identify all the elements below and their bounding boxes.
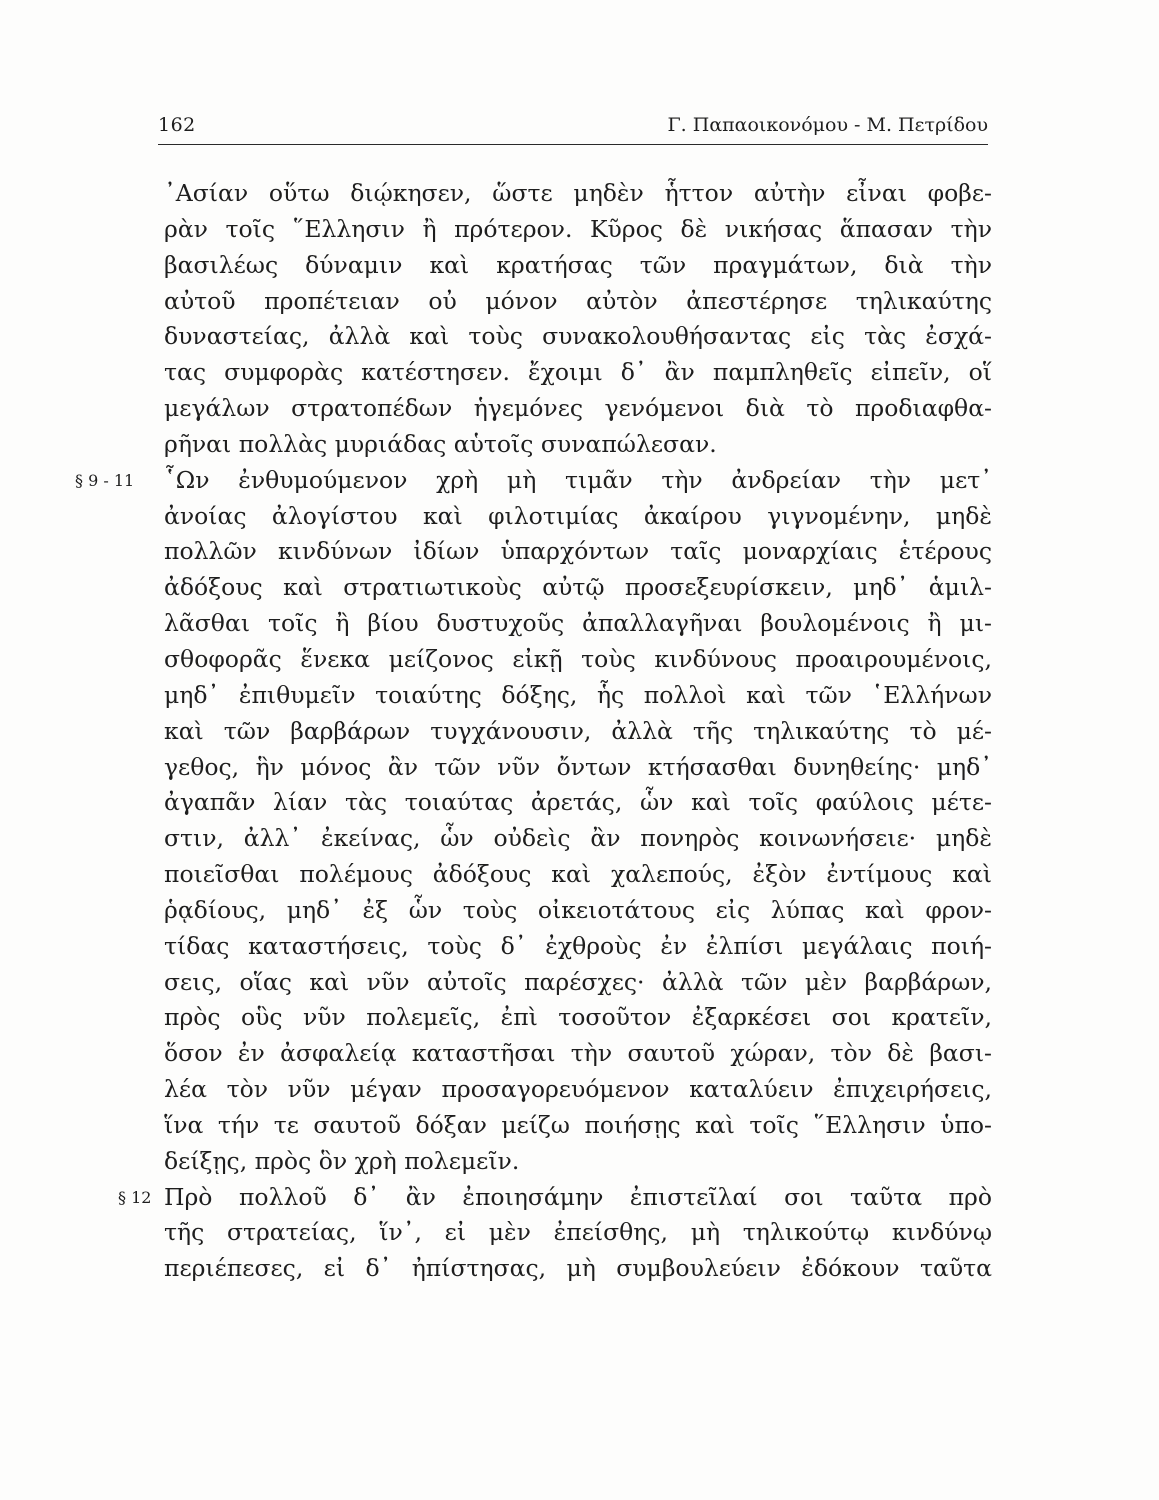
text-line: περιέπεσες, εἰ δ᾿ ἠπίστησας, μὴ συμβουλεύειν ἐδόκουν ταῦτα: [164, 1254, 992, 1283]
text-line: μεγάλων στρατοπέδων ἡγεμόνες γενόμενοι διὰ τὸ προδιαφθα-: [164, 394, 992, 423]
text-line: δείξῃς, πρὸς ὃν χρὴ πολεμεῖν.: [164, 1146, 520, 1175]
text-line: τῆς στρατείας, ἵν᾿, εἰ μὲν ἐπείσθης, μὴ τηλικούτῳ κινδύνῳ: [164, 1218, 992, 1247]
text-line: τίδας καταστήσεις, τοὺς δ᾿ ἐχθροὺς ἐν ἐλπίσι μεγάλαις ποιή-: [164, 931, 992, 960]
text-line: πρὸς οὓς νῦν πολεμεῖς, ἐπὶ τοσοῦτον ἐξαρκέσει σοι κρατεῖν,: [164, 1003, 992, 1032]
text-line: ρὰν τοῖς ῞Ελλησιν ἢ πρότερον. Κῦρος δὲ νικήσας ἅπασαν τὴν: [164, 214, 992, 243]
section-line-12: [118, 1180, 992, 1216]
text-line: ἵνα τήν τε σαυτοῦ δόξαν μείζω ποιήσῃς καὶ τοῖς ῞Ελλησιν ὑπο-: [164, 1110, 992, 1139]
text-line: ἀδόξους καὶ στρατιωτικοὺς αὐτῷ προσεξευρίσκειν, μηδ᾿ ἁμιλ-: [164, 573, 992, 602]
text-line: σθοφορᾶς ἕνεκα μείζονος εἰκῇ τοὺς κινδύνους προαιρουμένοις,: [164, 644, 992, 673]
text-line-content: Πρὸ πολλοῦ δ᾿ ἂν ἐποιησάμην ἐπιστεῖλαί σοι ταῦτα πρὸ: [164, 1182, 992, 1211]
section-mark-12: § 12: [118, 1187, 152, 1207]
text-line: ᾿Ασίαν οὕτω διῴκησεν, ὥστε μηδὲν ἧττον αὐτὴν εἶναι φοβε-: [164, 179, 992, 207]
text-line: ἀγαπᾶν λίαν τὰς τοιαύτας ἀρετάς, ὧν καὶ τοῖς φαύλοις μέτε-: [164, 788, 992, 817]
text-line: στιν, ἀλλ᾿ ἐκείνας, ὧν οὐδεὶς ἂν πονηρὸς κοινωνήσειε· μηδὲ: [164, 824, 992, 853]
text-line: αὐτοῦ προπέτειαν οὐ μόνον αὐτὸν ἀπεστέρησε τηλικαύτης: [164, 286, 992, 315]
text-line: μηδ᾿ ἐπιθυμεῖν τοιαύτης δόξης, ἧς πολλοὶ καὶ τῶν ῾Ελλήνων: [164, 680, 992, 709]
text-line: ρῆναι πολλὰς μυριάδας αὑτοῖς συναπώλεσαν.: [164, 429, 717, 458]
text-line: ἀνοίας ἀλογίστου καὶ φιλοτιμίας ἀκαίρου γιγνομένην, μηδὲ: [164, 501, 992, 530]
text-line: δυναστείας, ἀλλὰ καὶ τοὺς συνακολουθήσαντας εἰς τὰς ἐσχά-: [164, 322, 992, 351]
text-line: ῥᾳδίους, μηδ᾿ ἐξ ὧν τοὺς οἰκειοτάτους εἰς λύπας καὶ φρον-: [164, 895, 992, 924]
running-head: Γ. Παπαοικονόμου - Μ. Πετρίδου: [667, 114, 988, 136]
text-line: βασιλέως δύναμιν καὶ κρατήσας τῶν πραγμάτων, διὰ τὴν: [164, 250, 992, 279]
body-text: [75, 176, 992, 1287]
text-line: γεθος, ἣν μόνος ἂν τῶν νῦν ὄντων κτήσασθαι δυνηθείης· μηδ᾿: [164, 752, 992, 781]
section-line-9-11: [75, 463, 992, 499]
section-mark-9-11: § 9 - 11: [75, 470, 135, 490]
text-line: ὅσον ἐν ἀσφαλείᾳ καταστῆσαι τὴν σαυτοῦ χώραν, τὸν δὲ βασι-: [164, 1039, 992, 1068]
text-line-content: ῟Ων ἐνθυμούμενον χρὴ μὴ τιμᾶν τὴν ἀνδρείαν τὴν μετ᾿: [164, 465, 992, 494]
text-line: τας συμφορὰς κατέστησεν. ἔχοιμι δ᾿ ἂν παμπληθεῖς εἰπεῖν, οἵ: [164, 358, 992, 387]
text-line: πολλῶν κινδύνων ἰδίων ὑπαρχόντων ταῖς μοναρχίαις ἑτέρους: [164, 537, 992, 566]
text-line: λᾶσθαι τοῖς ἢ βίου δυστυχοῦς ἀπαλλαγῆναι βουλομένοις ἢ μι-: [164, 609, 992, 638]
text-line: καὶ τῶν βαρβάρων τυγχάνουσιν, ἀλλὰ τῆς τηλικαύτης τὸ μέ-: [164, 716, 992, 745]
page-number: 162: [158, 114, 196, 136]
page-header: [158, 112, 988, 145]
text-line: σεις, οἵας καὶ νῦν αὐτοῖς παρέσχες· ἀλλὰ τῶν μὲν βαρβάρων,: [164, 967, 992, 996]
text-line: ποιεῖσθαι πολέμους ἀδόξους καὶ χαλεπούς, ἐξὸν ἐντίμους καὶ: [164, 860, 992, 889]
text-line: λέα τὸν νῦν μέγαν προσαγορευόμενον καταλύειν ἐπιχειρήσεις,: [164, 1075, 992, 1104]
